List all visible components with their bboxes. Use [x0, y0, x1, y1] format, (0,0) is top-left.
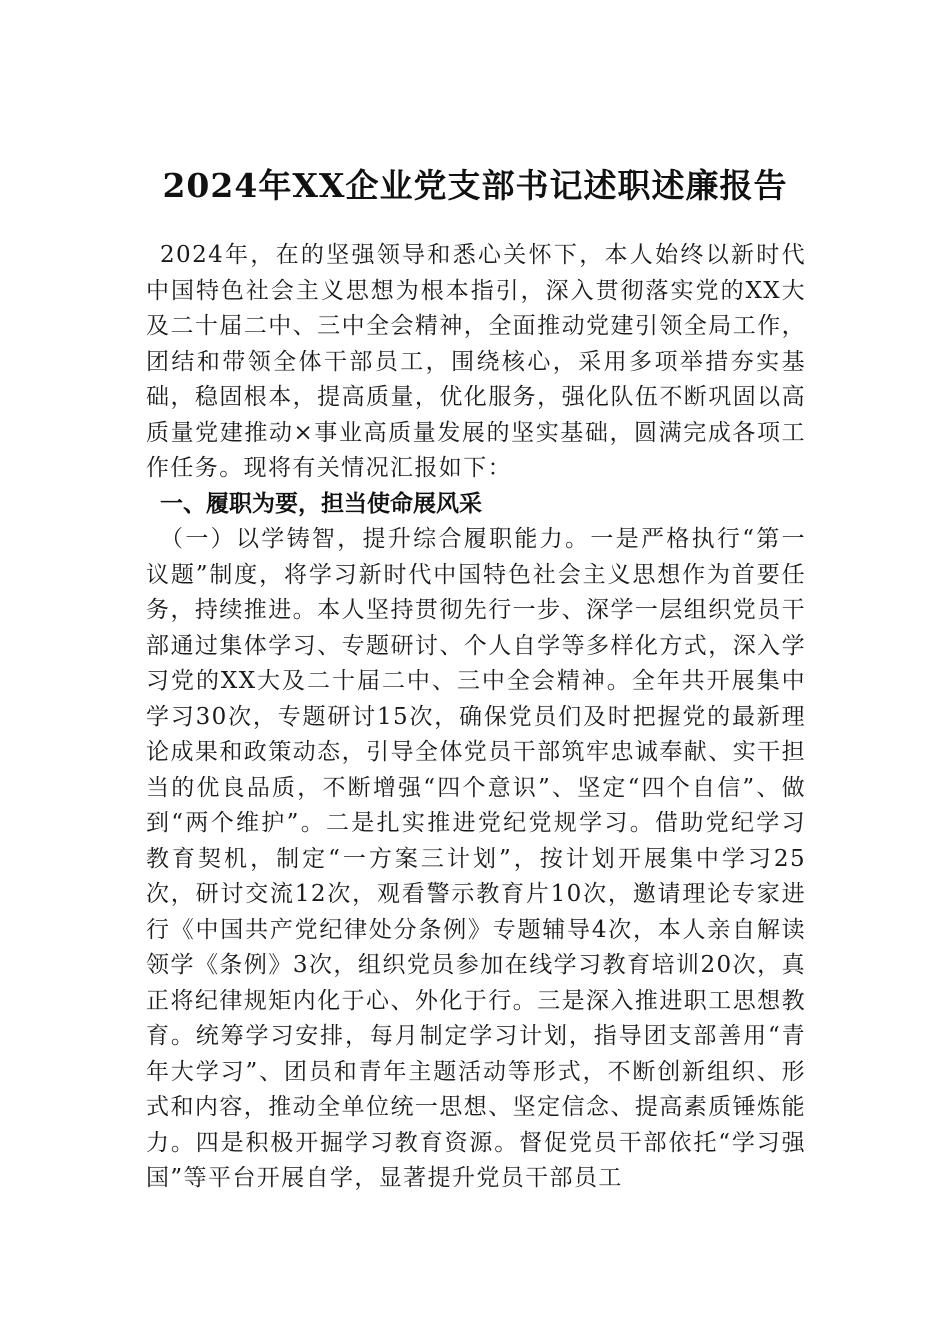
section-1-paragraph-1: （一）以学铸智，提升综合履职能力。一是严格执行“第一议题”制度，将学习新时代中国特色社会主义思想作为首要任务，持续推进。本人坚持贯彻先行一步、深学一层组织党员干部通过集体学习、专题研讨、个人自学等多样化方式，深入学习党的XX大及二十届二中、三中全会精神。全年共开展集中学习30次，专题研讨15次，确保党员们及时把握党的最新理论成果和政策动态，引导全体党员干部筑牢忠诚奉献、实干担当的优良品质，不断增强“四个意识”、坚定“四个自信”、做到“两个维护”。二是扎实推进党纪党规学习。借助党纪学习教育契机，制定“一方案三计划”，按计划开展集中学习25次，研讨交流12次，观看警示教育片10次，邀请理论专家进行《中国共产党纪律处分条例》专题辅导4次，本人亲自解读领学《条例》3次，组织党员参加在线学习教育培训20次，真正将纪律规矩内化于心、外化于行。三是深入推进职工思想教育。统筹学习安排，每月制定学习计划，指导团支部善用“青年大学习”、团员和青年主题活动等形式，不断创新组织、形式和内容，推动全单位统一思想、坚定信念、提高素质锤炼能力。四是积极开掘学习教育资源。督促党员干部依托“学习强国”等平台开展自学，显著提升党员干部员工 — [146, 526, 806, 1191]
intro-paragraph: 2024年，在的坚强领导和悉心关怀下，本人始终以新时代中国特色社会主义思想为根本指引，深入贯彻落实党的XX大及二十届二中、三中全会精神，全面推动党建引领全局工作，团结和带领全体干部员工，围绕核心，采用多项举措夯实基础，稳固根本，提高质量，优化服务，强化队伍不断巩固以高质量党建推动×事业高质量发展的坚实基础，圆满完成各项工作任务。现将有关情况汇报如下： — [146, 242, 806, 481]
document-body — [146, 238, 806, 1197]
document-title: 2024年XX企业党支部书记述职述廉报告 — [162, 166, 788, 205]
section-heading-1: 一、履职为要，担当使命展风采 — [160, 490, 482, 517]
